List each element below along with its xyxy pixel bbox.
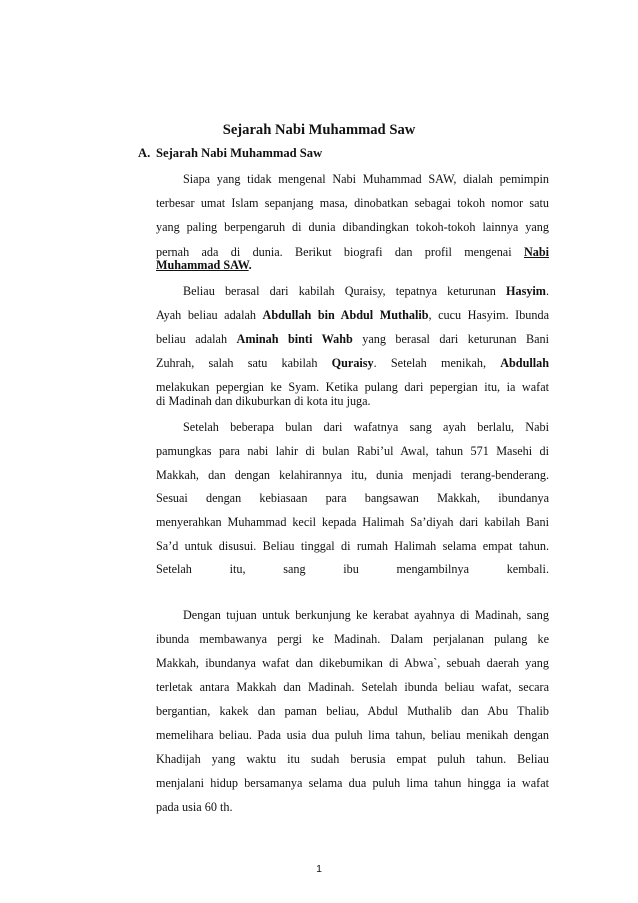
paragraph-line: di Madinah dan dikuburkan di kota itu juga.: [156, 394, 371, 408]
line-text: .: [545, 284, 549, 298]
emphasis-text: Abdullah bin Abdul Muthalib: [262, 308, 429, 322]
paragraph-line: [183, 283, 549, 299]
paragraph-line: Setelah itu, sang ibu mengambilnya kembali.: [156, 562, 549, 576]
paragraph-line: menyerahkan Muhammad kecil kepada Halimah Sa’diyah dari kabilah Bani: [156, 515, 549, 529]
paragraph-line: [156, 331, 549, 347]
line-text: .: [248, 258, 252, 272]
paragraph-line: menjalani hidup bersamanya selama dua puluh lima tahun hingga ia wafat: [156, 776, 549, 790]
line-text: Ayah beliau adalah: [156, 308, 263, 322]
paragraph-line: terbesar umat Islam sepanjang masa, dinobatkan sebagai tokoh nomor satu: [156, 196, 549, 210]
line-text: , cucu Hasyim. Ibunda: [428, 308, 550, 322]
emphasis-text: Quraisy: [331, 356, 374, 370]
paragraph-line: yang paling berpengaruh di dunia dibandingkan tokoh-tokoh lainnya yang: [156, 220, 549, 234]
page-number: 1: [316, 863, 322, 875]
paragraph-line: Khadijah yang waktu itu sudah berusia empat puluh tahun. Beliau: [156, 752, 549, 766]
section-title: Sejarah Nabi Muhammad Saw: [156, 146, 323, 160]
paragraph-line: bergantian, kakek dan paman beliau, Abdul Muthalib dan Abu Thalib: [156, 704, 549, 718]
section-heading: [138, 145, 322, 161]
paragraph-line: [156, 355, 549, 371]
paragraph-line: pada usia 60 th.: [156, 800, 233, 814]
paragraph-line: Dengan tujuan untuk berkunjung ke kerabat ayahnya di Madinah, sang: [183, 608, 549, 622]
paragraph-line: Setelah beberapa bulan dari wafatnya sang ayah berlalu, Nabi: [183, 420, 549, 434]
line-text: . Setelah menikah,: [373, 356, 501, 370]
paragraph-line: memelihara beliau. Pada usia dua puluh lima tahun, beliau menikah dengan: [156, 728, 549, 742]
emphasis-text: Hasyim: [506, 284, 546, 298]
emphasis-text: Abdullah: [500, 356, 549, 370]
line-text: Zuhrah, salah satu kabilah: [156, 356, 332, 370]
paragraph-line: ibunda membawanya pergi ke Madinah. Dalam perjalanan pulang ke: [156, 632, 549, 646]
paragraph-line: [156, 257, 549, 273]
emphasis-text: Nabi: [523, 245, 549, 259]
line-text: Beliau berasal dari kabilah Quraisy, tepatnya keturunan: [183, 284, 506, 298]
paragraph-line: Siapa yang tidak mengenal Nabi Muhammad SAW, dialah pemimpin: [183, 172, 549, 186]
paragraph-line: Sesuai dengan kebiasaan para bangsawan Makkah, ibundanya: [156, 491, 549, 505]
paragraph-line: pamungkas para nabi lahir di bulan Rabi’ul Awal, tahun 571 Masehi di: [156, 444, 549, 458]
emphasis-text: Aminah binti Wahb: [236, 332, 353, 346]
line-text: beliau adalah: [156, 332, 237, 346]
paragraph-line: melakukan pepergian ke Syam. Ketika pulang dari pepergian itu, ia wafat: [156, 380, 549, 394]
paragraph-line: Makkah, ibundanya wafat dan dikebumikan di Abwa`, sebuah daerah yang: [156, 656, 549, 670]
section-number: A.: [138, 146, 151, 160]
emphasis-text: Muhammad SAW: [156, 258, 249, 272]
line-text: pernah ada di dunia. Berikut biografi dan profil mengenai: [156, 245, 524, 259]
paragraph-line: Makkah, dan dengan kelahirannya itu, dunia menjadi terang-benderang.: [156, 468, 549, 482]
line-text: yang berasal dari keturunan Bani: [352, 332, 549, 346]
paragraph-line: Sa’d untuk disusui. Beliau tinggal di rumah Halimah selama empat tahun.: [156, 539, 549, 553]
paragraph-line: terletak antara Makkah dan Madinah. Setelah ibunda beliau wafat, secara: [156, 680, 549, 694]
paragraph-line: [156, 307, 549, 323]
page-title: Sejarah Nabi Muhammad Saw: [222, 122, 416, 138]
